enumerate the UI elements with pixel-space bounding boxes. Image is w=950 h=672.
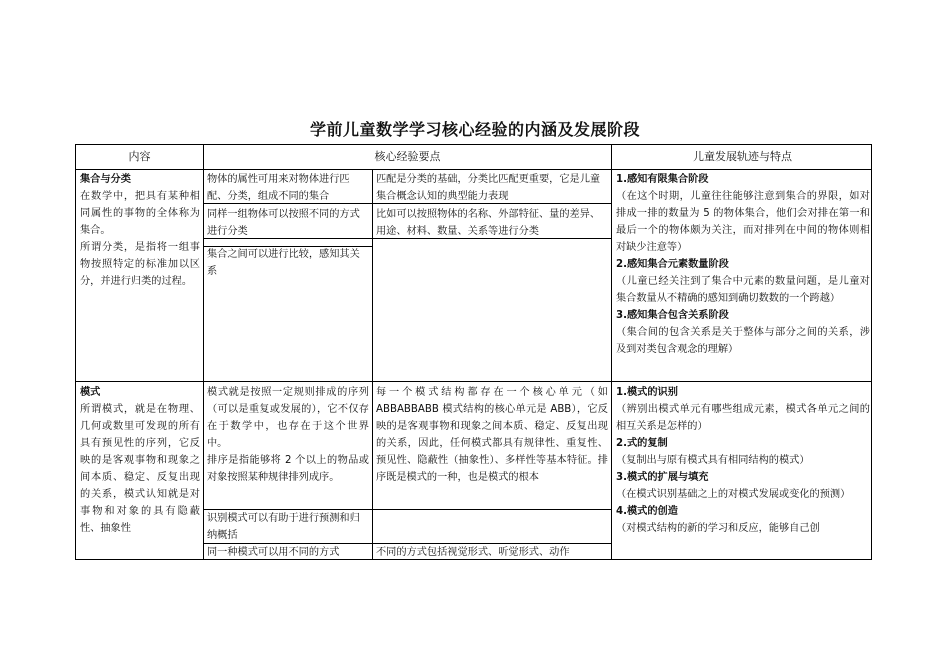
page-title: 学前儿童数学学习核心经验的内涵及发展阶段 [309,120,640,139]
section2-content-definition: 所谓模式，就是在物理、几何或数里可发现的所有具有预见性的序列，它反映的是客观事物和现象之间本质、稳定、反复出现的关系，模式认知就是对事物和对象的具有隐蔽性、抽象性 [80,404,200,534]
stage-description: （儿童已经关注到了集合中元素的数量问题，是儿童对集合数量从不精确的感知到确切数数的一个跨越） [616,276,870,304]
section1-content-cell [77,171,203,381]
stage-title: 1.感知有限集合阶段 [616,174,709,185]
stage-title: 4.模式的创造 [616,506,678,517]
section1-content-classification: 所谓分类，是指将一组事物按照特定的标准加以区分，并进行归类的过程。 [80,242,200,287]
section1-point-1: 物体的属性可用来对物体进行匹配、分类，组成不同的集合 [207,174,350,202]
header-development: 儿童发展轨迹与特点 [693,150,792,163]
section1-point-3: 集合之间可以进行比较，感知其关系 [207,249,360,277]
section2-point-ordering: 排序是指能够将 2 个以上的物品或对象按照某种规律排列成序。 [207,455,369,483]
stage-description: （在这个时期，儿童往往能够注意到集合的界限，如对排成一排的数量为 5 的物体集合，他们会对排在第一和最后一个的物体颇为关注，而对排列在中间的物体则相对缺少注意等） [616,191,870,253]
section1-content-title: 集合与分类 [80,174,131,185]
section1-content-definition: 在数学中，把具有某种相同属性的事物的全体称为集合。 [80,191,200,236]
header-content: 内容 [128,150,151,163]
stage-title: 1.模式的识别 [616,387,678,398]
stage-description: （在模式识别基础之上的对模式发展或变化的预测） [616,489,851,500]
stage-title: 3.感知集合包含关系阶段 [616,310,729,321]
section2-point-3: 同一种模式可以用不同的方式 [207,547,340,558]
stage-title: 2.式的复制 [616,438,668,449]
section2-point-2: 识别模式可以有助于进行预测和归纳概括 [207,513,360,541]
section2-point-pattern: 模式就是按照一定规则排成的序列（可以是重复或发展的），它不仅存在于数学中，也存在于这个世界中。 [207,387,369,449]
header-core-points: 核心经验要点 [374,150,441,163]
stage-description: （集合间的包含关系是关于整体与部分之间的关系，涉及到对类包含观念的理解） [616,327,870,355]
stage-title: 3.模式的扩展与填充 [616,472,709,483]
section2-point-note-1: 每一个模式结构都存在一个核心单元（如 ABBABBABB 模式结构的核心单元是 ABB），它反映的是客观事物和现象之间本质、稳定、反复出现的关系，因此，任何模式都具有规律性、重复性、预见性、隐蔽性（抽象性）、多样性等基本特征。排序既是模式的一种，也是模式的根本 [376,387,608,483]
section1-stages [613,171,872,381]
section2-stages [613,384,872,560]
core-experience-table [75,144,872,560]
stage-description: （辨别出模式单元有哪些组成元素，模式各单元之间的相互关系是怎样的） [616,404,870,432]
section2-point-1 [204,384,372,509]
section1-point-note-2: 比如可以按照物体的名称、外部特征、量的差异、用途、材料、数量、关系等进行分类 [376,209,601,237]
stage-description: （对模式结构的新的学习和反应，能够自己创 [616,523,820,534]
section2-point-note-2: 不同的方式包括视觉形式、听觉形式、动作 [376,547,570,558]
section2-content-title: 模式 [80,387,101,398]
stage-title: 2.感知集合元素数量阶段 [616,259,729,270]
stage-description: （复制出与原有模式具有相同结构的模式） [616,455,810,466]
section2-content-cell [77,384,203,560]
section1-point-2: 同样一组物体可以按照不同的方式进行分类 [207,209,360,237]
section1-point-note-1: 匹配是分类的基础，分类比匹配更重要，它是儿童集合概念认知的典型能力表现 [376,174,601,202]
